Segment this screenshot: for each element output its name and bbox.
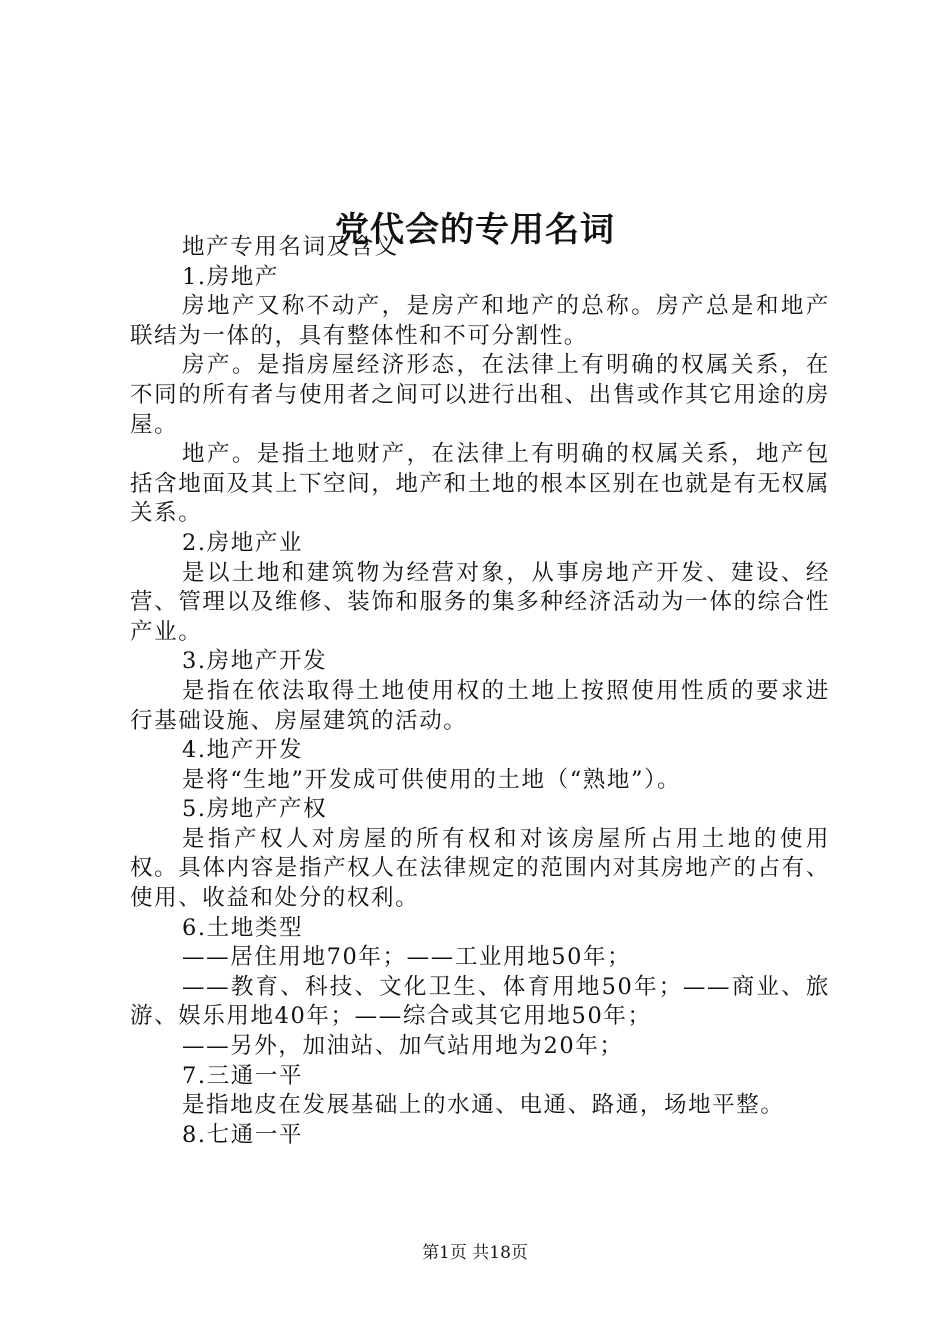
page-footer: 第1页 共18页 [422, 1243, 528, 1263]
heading-land-types: 6.土地类型 [182, 914, 304, 941]
paragraph-property-definition: 房产。是指房屋经济形态，在法律上有明确的权属关系，在不同的所有者与使用者之间可以进行出租、出售或作其它用途的房屋。 [130, 352, 830, 438]
paragraph-land-development: 是将“生地”开发成可供使用的土地（“熟地”）。 [182, 766, 682, 793]
paragraph-intro: 地产专用名词及含义 [182, 234, 399, 260]
paragraph-property-rights: 是指产权人对房屋的所有权和对该房屋所占用土地的使用权。具体内容是指产权人在法律规定的范围内对其房地产的占有、使用、收益和处分的权利。 [130, 825, 830, 912]
heading-property-rights: 5.房地产产权 [182, 796, 328, 823]
heading-real-estate: 1.房地产 [182, 263, 279, 290]
heading-seven-connections: 8.七通一平 [182, 1121, 304, 1148]
heading-land-development: 4.地产开发 [182, 737, 304, 764]
paragraph-real-estate-industry: 是以土地和建筑物为经营对象，从事房地产开发、建设、经营、管理以及维修、装饰和服务的集多种经济活动为一体的综合性产业。 [130, 559, 830, 645]
paragraph-land-types-1: ——居住用地70年；——工业用地50年； [182, 944, 632, 971]
heading-real-estate-industry: 2.房地产业 [182, 529, 304, 556]
paragraph-land-types-2: ——教育、科技、文化卫生、体育用地50年；——商业、旅游、娱乐用地40年；——综合或其它用地50年； [130, 973, 830, 1030]
document-body [130, 233, 830, 1150]
paragraph-land-types-3: ——另外，加油站、加气站用地为20年； [182, 1033, 624, 1060]
paragraph-land-property-definition: 地产。是指土地财产，在法律上有明确的权属关系，地产包括含地面及其上下空间，地产和土地的根本区别在也就是有无权属关系。 [130, 441, 830, 527]
paragraph-real-estate-definition: 房地产又称不动产，是房产和地产的总称。房产总是和地产联结为一体的，具有整体性和不可分割性。 [130, 293, 830, 349]
page-title: 党代会的专用名词 [335, 209, 615, 250]
heading-three-connections: 7.三通一平 [182, 1062, 304, 1089]
heading-real-estate-development: 3.房地产开发 [182, 648, 328, 675]
paragraph-real-estate-development: 是指在依法取得土地使用权的土地上按照使用性质的要求进行基础设施、房屋建筑的活动。 [130, 677, 830, 734]
paragraph-three-connections: 是指地皮在发展基础上的水通、电通、路通，场地平整。 [182, 1092, 785, 1119]
